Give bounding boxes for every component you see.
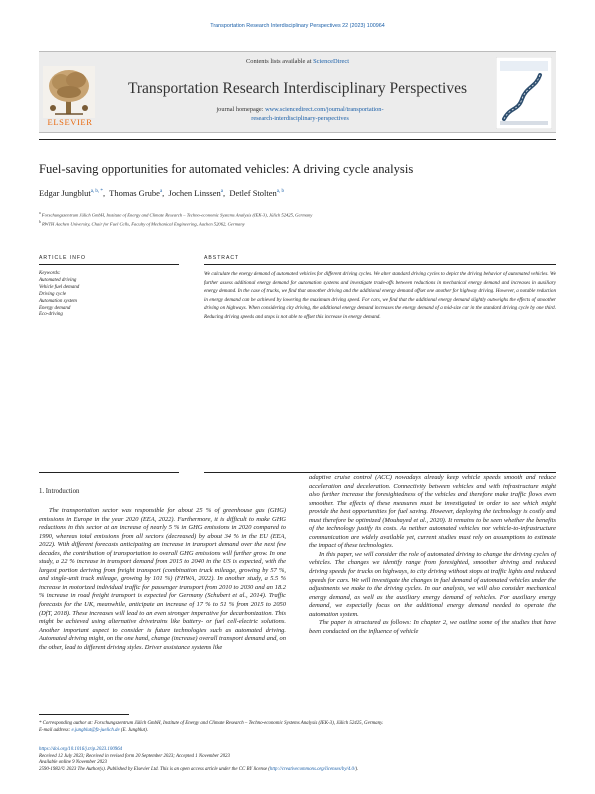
affiliation bbox=[39, 220, 556, 227]
right-column-text bbox=[309, 474, 556, 636]
body-paragraph: adaptive cruise control (ACC) nowadays already keep vehicle speeds smooth and reduce acceleration and deceleration. Connectivity between vehicles and with infrastructure might also further increase the foresightedness of the vehicles and therefore make traffic flows even smoother. The effects of these measures must be investigated in order to see which might provide the best opportunities for fuel saving. However, deploying the technology is costly and must therefore be optimized (Mouhayed et al., 2020). It remains to be seen whether the benefits of the technology justify its costs. As neither automated vehicles nor vehicle-to-infrastructure communication are widely available yet, current studies must rely on assumptions to estimate the impact of these technologies. bbox=[309, 474, 556, 550]
keyword: Eco-driving bbox=[39, 312, 63, 318]
email-link[interactable]: e.jungblut@fz-juelich.de bbox=[71, 728, 120, 734]
homepage-url-line1[interactable]: www.sciencedirect.com/journal/transportation- bbox=[265, 106, 384, 113]
header-rule bbox=[39, 139, 556, 140]
doi-link[interactable]: https://doi.org/10.1016/j.trip.2023.100964 bbox=[39, 747, 123, 752]
license-url[interactable]: http://creativecommons.org/licenses/by/4.0/ bbox=[269, 767, 356, 773]
author-name[interactable]: Thomas Grube bbox=[109, 188, 160, 198]
author-affiliation-marker[interactable]: a, b, * bbox=[90, 189, 103, 195]
keyword: Vehicle fuel demand bbox=[39, 284, 80, 290]
body-paragraph: In this paper, we will consider the role of automated driving to change the driving cycles of vehicles. The changes we identify range from foresighted, smoother driving and reduced driving speeds for trucks on highways, to city driving without stops at traffic lights and reduced speeds for cars. We will investigate the changes in fuel demand of automated vehicles under the adjustments we make to the driving cycles. In our analysis, we will also consider mechanical energy demand, as well as the auxiliary energy demand of vehicles. For auxiliary energy demand, we especially focus on the additional energy demand needed to operate the automation system. bbox=[309, 550, 556, 618]
author-name[interactable]: Edgar Jungblut bbox=[39, 188, 91, 198]
footnote bbox=[39, 720, 556, 735]
journal-reference[interactable]: Transportation Research Interdisciplinary Perspectives 22 (2023) 100964 bbox=[210, 23, 385, 29]
affiliation-marker: b bbox=[39, 220, 41, 224]
sciencedirect-link[interactable]: ScienceDirect bbox=[313, 58, 349, 65]
article-info-rule bbox=[39, 264, 179, 265]
author-list: Edgar Jungblut$^{a, b, *}$, Thomas Grube$^a$, Jochen Linssen$^a$, Detlef Stolten$^{a, b}$ bbox=[39, 188, 285, 198]
abstract-bottom-rule bbox=[204, 472, 556, 473]
journal-cover-thumbnail[interactable] bbox=[496, 57, 552, 129]
author-affiliation-marker[interactable]: a bbox=[220, 189, 223, 195]
abstract-rule bbox=[204, 264, 556, 265]
keywords-title: Keywords: bbox=[39, 271, 61, 276]
footnote-rule bbox=[39, 714, 129, 715]
journal-homepage bbox=[135, 105, 465, 123]
email-line bbox=[39, 727, 556, 734]
publication-info bbox=[39, 747, 556, 774]
homepage-url-line2[interactable]: research-interdisciplinary-perspectives bbox=[251, 115, 349, 122]
left-column-text bbox=[39, 507, 286, 652]
affiliation bbox=[39, 211, 556, 218]
abstract-heading: ABSTRACT bbox=[204, 255, 240, 261]
author-name[interactable]: Jochen Linssen bbox=[168, 188, 221, 198]
homepage-prefix: journal homepage: bbox=[216, 106, 264, 113]
author-affiliation-marker[interactable]: a, b bbox=[276, 189, 285, 195]
keyword: Automated driving bbox=[39, 277, 77, 283]
article-info-heading: ARTICLE INFO bbox=[39, 255, 87, 261]
author-affiliation-marker[interactable]: a bbox=[159, 189, 163, 195]
affiliation-marker: a bbox=[39, 211, 41, 215]
introduction-heading: 1. Introduction bbox=[39, 488, 80, 495]
article-info-bottom-rule bbox=[39, 472, 179, 473]
affiliation-text: RWTH Aachen University, Chair for Fuel Cells, Faculty of Mechanical Engineering, Aachen 52062, Germany bbox=[41, 221, 245, 227]
received-dates: Received 12 July 2023; Received in revised form 20 September 2023; Accepted 1 November 2023 bbox=[39, 753, 230, 759]
keyword: Energy demand bbox=[39, 305, 71, 311]
elsevier-tree-logo-icon[interactable] bbox=[43, 66, 95, 118]
keyword: Driving cycle bbox=[39, 291, 67, 297]
email-suffix: (E. Jungblut). bbox=[120, 728, 148, 734]
article-title: Fuel-saving opportunities for automated vehicles: A driving cycle analysis bbox=[39, 162, 414, 176]
journal-title[interactable]: Transportation Research Interdisciplinary Perspectives bbox=[127, 80, 468, 97]
contents-prefix: Contents lists available at bbox=[246, 58, 312, 65]
affiliation-text: Forschungszentrum Jülich GmbH, Institute of Energy and Climate Research – Techno-economic Systems Analysis (IEK-3), Jülich 52425, Germany bbox=[41, 212, 313, 218]
publisher-wordmark: ELSEVIER bbox=[47, 117, 93, 127]
email-label: E-mail address: bbox=[39, 728, 71, 734]
corresponding-author-note: * Corresponding author at: Forschungszentrum Jülich GmbH, Institute of Energy and Climate Research – Techno-economic Systems Analysis (IEK-3), Jülich 52425, Germany. bbox=[39, 721, 384, 726]
license-close: ). bbox=[355, 767, 359, 773]
available-online: Available online 9 November 2023 bbox=[39, 760, 107, 766]
keyword: Automation system bbox=[39, 298, 77, 304]
abstract-text: We calculate the energy demand of automated vehicles for different driving cycles. We alter standard driving cycles to depict the driving behavior of automated vehicles. We further assess additional energy demand for automation systems and investigate trade-offs between reductions in mechanical energy demand and increases in auxiliary energy demand. In the case of trucks, we find that smoother driving and the additional energy demand offset one another for highway driving. However, a notable reduction in energy demand can be achieved by lowering the maximum driving speed. For cars, we find that the additional energy demand slightly outweighs the effects of smoother driving on highways. When considering city driving, the additional energy demand increases the energy demand of a mid-size car in the standard driving cycle by one third. Reducing driving speeds and stops is not able to offset this increase in energy demand. bbox=[204, 271, 556, 320]
license-line bbox=[39, 767, 556, 774]
author-name[interactable]: Detlef Stolten bbox=[229, 188, 277, 198]
keywords-block bbox=[39, 271, 179, 319]
license-text: 2590-1982/© 2023 The Author(s). Published by Elsevier Ltd. This is an open access article under the CC BY license ( bbox=[39, 767, 270, 773]
body-paragraph: The paper is structured as follows: In chapter 2, we outline some of the studies that have been conducted on the influence of vehicle bbox=[309, 619, 556, 635]
body-paragraph: The transportation sector was responsible for about 25 % of greenhouse gas (GHG) emissions in Europe in the year 2020 (EEA, 2022). Furthermore, it is difficult to make GHG reductions in this sector at an increase of nearly 5 % in GHG emissions in 2020 compared to 1990, whereas total emissions from all sectors (decreased) by about 34 % in the EU (EEA, 2022). With different forecasts anticipating an increase in transport demand over the next few decades, the contribution of transportation to overall GHG emissions will further grow. In one study, a 22 % increase in transport demand from 2015 to 2040 in the US is expected, with the largest portion deriving from freight transport (combination truck mileage, growing by 57 %, and single-unit truck mileage, growing by 101 %) (FHWA, 2022). In another study, a 5.5 % increase in motorized individual traffic for passenger transport from 2010 to 2030 and an 18.2 % increase in road freight transport is expected for Germany (Schubert et al., 2014). Traffic forecasts for the UK, meanwhile, anticipate an increase of 17 % to 51 % from 2015 to 2050 (DfT, 2018). These increases will lead to an even stronger imperative for decarbonization. This might be achieved using alternative drivetrains like battery- or fuel cell-electric solutions. Another important aspect to consider is future technologies such as automated driving. Automated driving might, on the one hand, change (increase) overall transport demand and, on the other, lead to different driving styles. Driver assistance systems like bbox=[39, 507, 286, 651]
